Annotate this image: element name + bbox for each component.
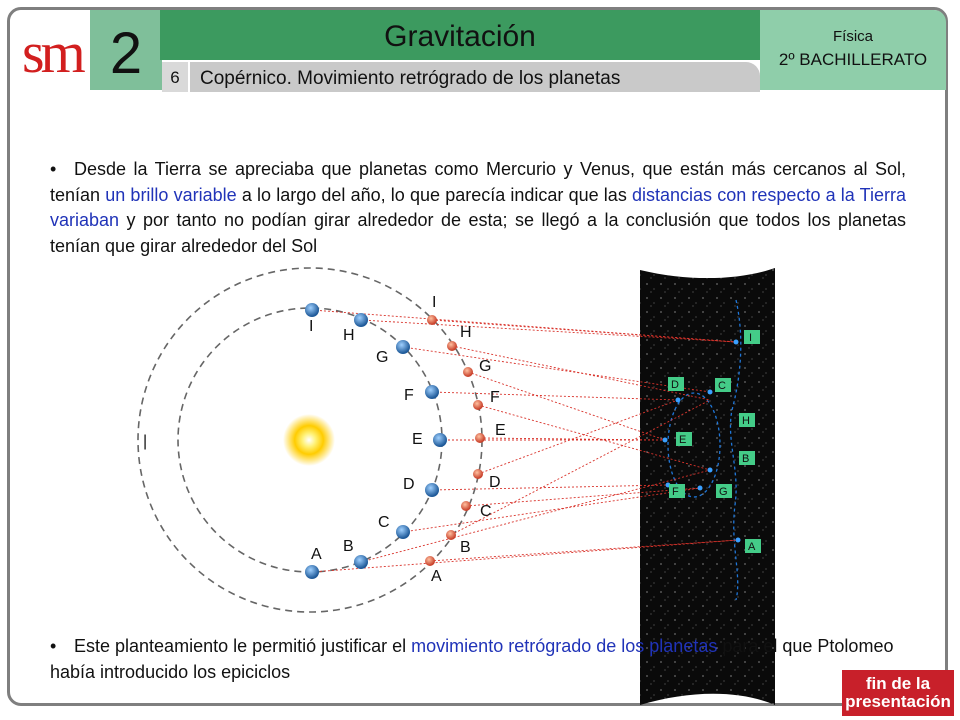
earth-label-f: F <box>404 387 414 404</box>
sky-label-a: A <box>748 541 756 553</box>
paragraph-text: y por tanto no podían girar alrededor de esta; se llegó a la conclusión que todos los planetas tenían que girar alrededor del Sol <box>50 210 906 256</box>
earth-label-d: D <box>403 476 415 493</box>
highlight-text: movimiento retrógrado de los planetas <box>411 636 718 656</box>
planet-label-d: D <box>489 474 501 491</box>
sky-label-h: H <box>742 415 750 427</box>
unit-number: 2 <box>109 21 143 86</box>
paragraph-conclusion <box>50 634 906 685</box>
bullet: • <box>50 159 57 179</box>
subject-label: Física <box>832 28 873 45</box>
planet-label-c: C <box>480 503 492 520</box>
earth-label-g: G <box>376 349 389 366</box>
paragraph-text: a lo largo del año, lo que parecía indicar que las <box>236 184 632 205</box>
section-number: 6 <box>170 68 180 87</box>
level-label: 2º BACHILLERATO <box>778 50 928 69</box>
paragraph-text: para el que Ptolomeo había introducido los epiciclos <box>50 636 894 682</box>
earth-label-c: C <box>378 514 390 531</box>
planet-label-e: E <box>495 422 506 439</box>
end-button-line2: presentación <box>845 692 951 711</box>
bullet: • <box>50 636 57 656</box>
highlight-text: distancias con respecto a la Tierra variaban <box>50 184 907 230</box>
earth-label-i: I <box>309 318 314 335</box>
paragraph-text: Este planteamiento le permitió justificar el <box>74 636 412 656</box>
sky-label-e: E <box>679 434 687 446</box>
section-title: Copérnico. Movimiento retrógrado de los planetas <box>200 68 621 89</box>
sky-label-c: C <box>718 380 726 392</box>
highlight-text: un brillo variable <box>105 184 237 205</box>
orbit-tick: | <box>143 433 148 450</box>
end-button-line1: fin de la <box>865 674 931 693</box>
end-presentation-button[interactable] <box>842 670 954 716</box>
earth-label-e: E <box>412 431 423 448</box>
sm-logo: sm <box>22 20 82 85</box>
planet-label-a: A <box>431 568 442 585</box>
page-title: Gravitación <box>384 20 536 53</box>
sky-label-b: B <box>742 453 750 465</box>
earth-label-a: A <box>311 546 322 563</box>
planet-label-i: I <box>432 294 437 311</box>
sun-icon <box>283 414 335 466</box>
planet-label-f: F <box>490 389 500 406</box>
sky-label-f: F <box>672 486 679 498</box>
sky-label-g: G <box>719 486 728 498</box>
planet-label-b: B <box>460 539 471 556</box>
earth-label-h: H <box>343 327 355 344</box>
planet-label-g: G <box>479 358 492 375</box>
planet-label-h: H <box>460 324 472 341</box>
sky-label-d: D <box>671 379 679 391</box>
earth-label-b: B <box>343 538 354 555</box>
paragraph-text: Desde la Tierra se apreciaba que planetas como Mercurio y Venus, que están más cercanos al Sol, tenían <box>50 159 906 205</box>
sky-label-i: I <box>749 332 753 344</box>
